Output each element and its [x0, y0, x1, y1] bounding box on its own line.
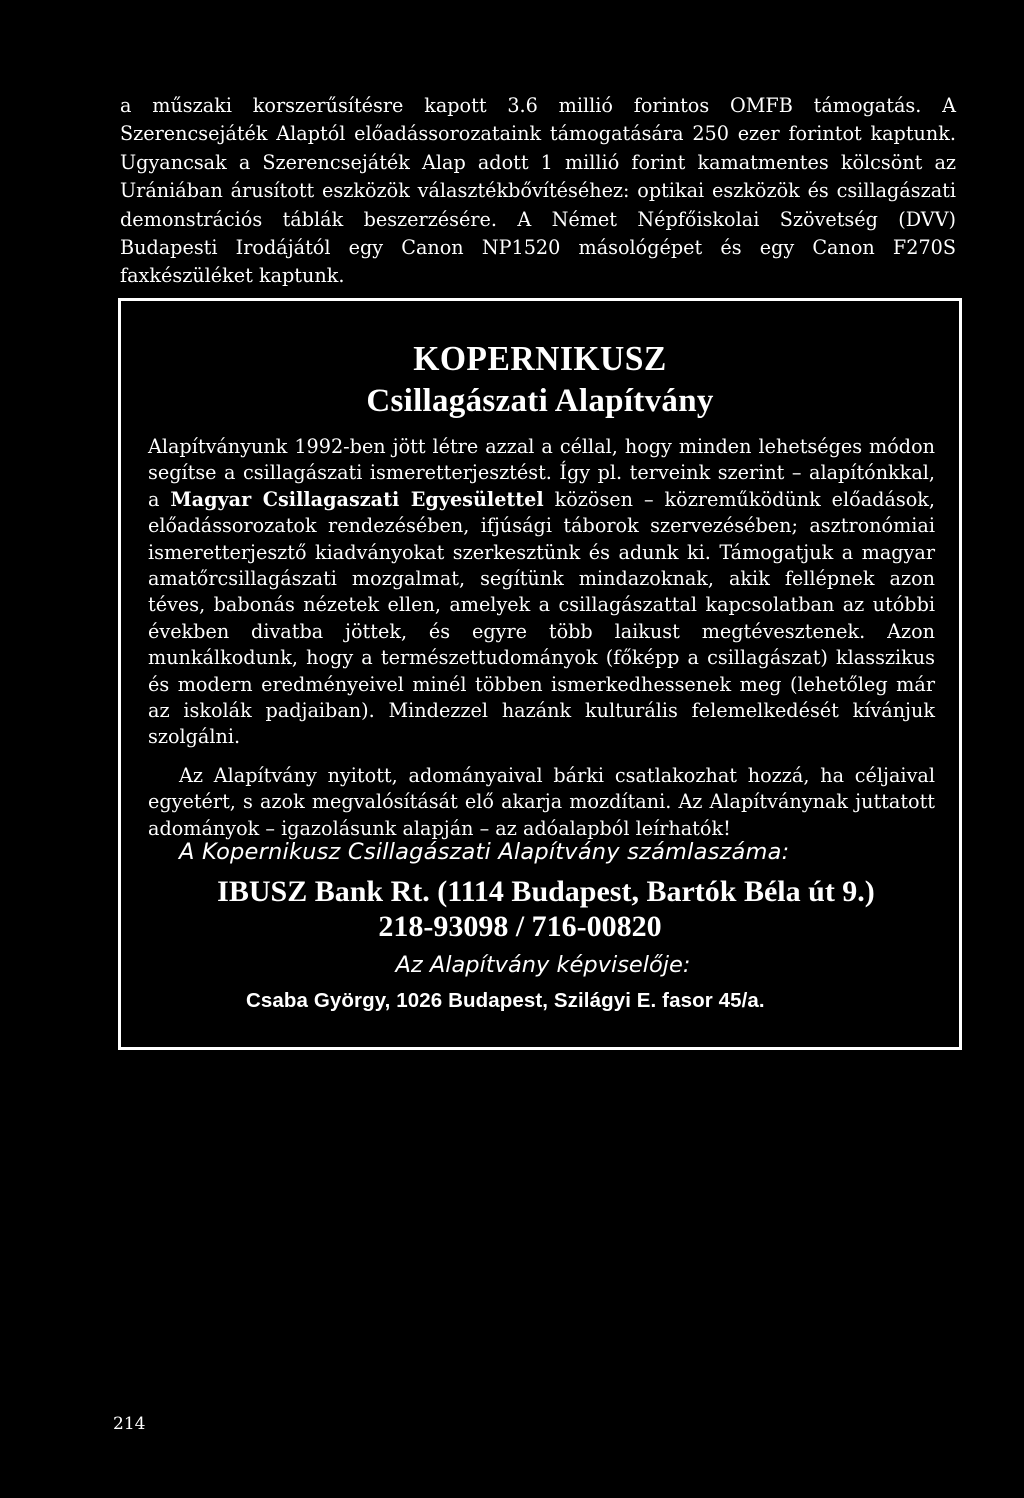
- foundation-subtitle: Csillagászati Alapítvány: [366, 383, 714, 419]
- page-number: 214: [113, 1414, 146, 1434]
- foundation-box: [118, 298, 962, 1050]
- foundation-description: [148, 434, 935, 842]
- bank-name: IBUSZ Bank Rt. (1114 Budapest, Bartók Béla út 9.): [217, 875, 875, 908]
- representative-label: Az Alapítvány képviselője:: [395, 952, 691, 978]
- foundation-paragraph-1: [148, 434, 935, 751]
- paragraph-1-end: közösen – közreműködünk előadások, előadássorozatok rendezésében, ifjúsági táborok szervezésében; asztronómiai ismeretterjesztő kiadványokat szerkesztünk és adunk ki. Támogatjuk a magyar amatőrcsillagászati mozgalmat, segítünk mindazoknak, akik fellépnek azon téves, babonás nézetek ellen, amelyek a csillagászattal kapcsolatban az utóbbi években divatba jöttek, és egyre több laikust megtévesztenek. Azon munkálkodunk, hogy a természettudományok (főképp a csillagászat) klasszikus és modern eredményeivel minél többen ismerkedhessenek meg (lehetőleg már az iskolák padjaiban). Mindezzel hazánk kulturális felemelkedését kívánjuk szolgálni.: [148, 487, 936, 749]
- intro-paragraph: a műszaki korszerűsítésre kapott 3.6 millió forintos OMFB támogatás. A Szerencsejáték Alaptól előadássorozataink támogatására 250 ezer forintot kaptunk. Ugyancsak a Szerencsejáték Alap adott 1 millió forint kamatmentes kölcsönt az Urániában árusított eszközök választékbővítéséhez: optikai eszközök és csillagászati demonstrációs táblák beszerzésére. A Német Népfőiskolai Szövetség (DVV) Budapesti Irodájától egy Canon NP1520 másológépet és egy Canon F270S faxkészüléket kaptunk.: [120, 94, 956, 288]
- paragraph-1-start: Alapítványunk 1992-ben jött létre azzal a céllal, hogy minden lehetséges módon segítse a csillagászati ismeretterjesztést. Így pl. terveink szerint – alapítónkkal, a: [148, 435, 935, 511]
- foundation-paragraph-2: Az Alapítvány nyitott, adományaival bárki csatlakozhat hozzá, ha céljaival egyetért, s azok megvalósítását elő akarja mozdítani. Az Alapítványnak juttatott adományok – igazolásunk alapján – az adóalapból leírhatók!: [148, 763, 935, 840]
- foundation-title: KOPERNIKUSZ: [413, 339, 667, 378]
- representative-name: Csaba György, 1026 Budapest, Szilágyi E. fasor 45/a.: [246, 989, 765, 1012]
- account-label: A Kopernikusz Csillagászati Alapítvány számlaszáma:: [179, 839, 790, 865]
- account-number: 218-93098 / 716-00820: [378, 910, 662, 943]
- association-name: Magyar Csillagaszati Egyesülettel: [170, 487, 544, 511]
